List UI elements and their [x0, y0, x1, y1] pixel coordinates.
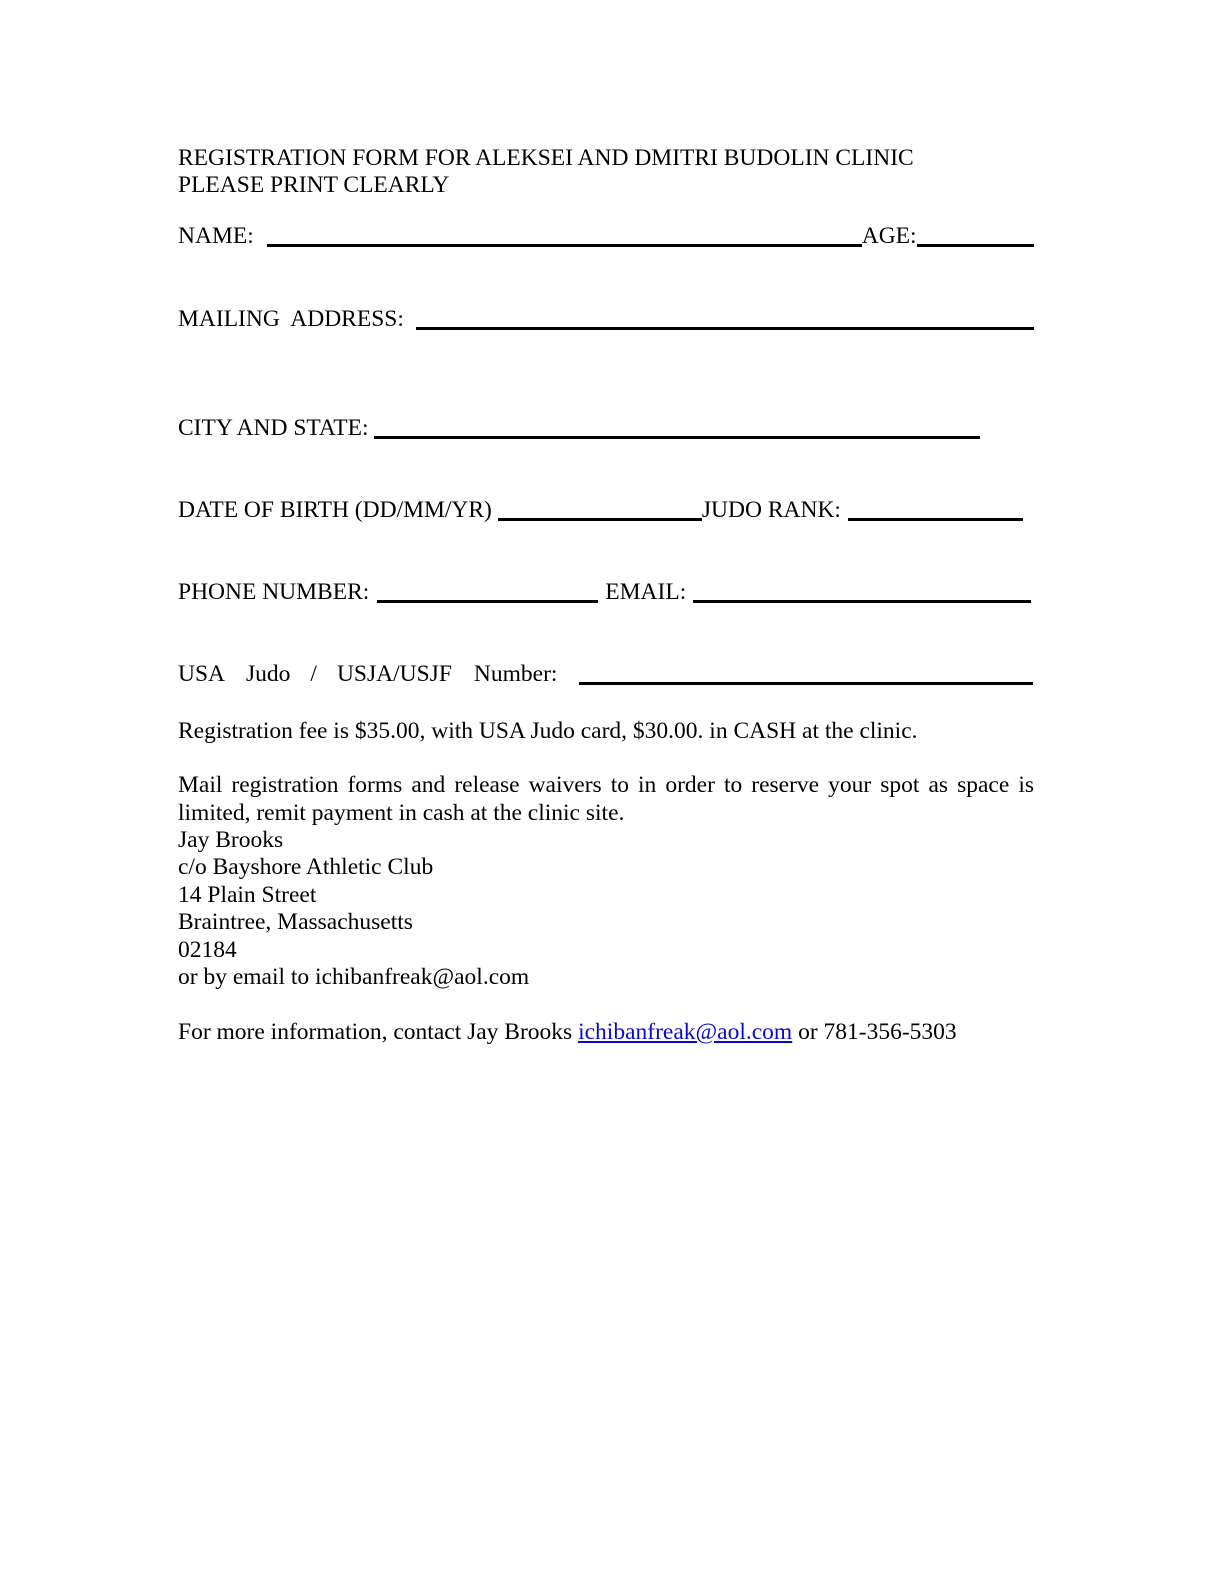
usa-judo-number-field[interactable] [579, 662, 1033, 685]
contact-prefix: For more information, contact Jay Brooks [178, 1019, 573, 1045]
name-age-row [178, 220, 1034, 250]
usa-judo-number-row [178, 658, 1034, 688]
city-state-label: CITY AND STATE: [178, 415, 369, 441]
age-field[interactable] [917, 224, 1034, 247]
usa-judo-word-slash: / [310, 661, 317, 687]
name-field[interactable] [267, 224, 862, 247]
form-subtitle: PLEASE PRINT CLEARLY [178, 172, 450, 198]
judo-rank-label: JUDO RANK: [701, 497, 841, 523]
age-label: AGE: [861, 223, 917, 249]
registration-fee-text: Registration fee is $35.00, with USA Judo card, $30.00. in CASH at the clinic. [178, 718, 918, 744]
contact-email-link[interactable]: ichibanfreak@aol.com [578, 1019, 793, 1045]
judo-rank-field[interactable] [848, 498, 1023, 521]
dob-label: DATE OF BIRTH (DD/MM/YR) [178, 497, 492, 523]
mailing-address-field[interactable] [416, 307, 1034, 330]
usa-judo-word-usja: USJA/USJF [336, 661, 452, 687]
name-label: NAME: [178, 223, 254, 249]
email-field[interactable] [693, 580, 1031, 603]
address-line: 14 Plain Street [178, 881, 317, 908]
address-line: c/o Bayshore Athletic Club [178, 854, 434, 881]
contact-line [178, 1019, 957, 1046]
phone-label: PHONE NUMBER: [178, 579, 370, 605]
email-label: EMAIL: [605, 579, 687, 605]
phone-field[interactable] [377, 580, 598, 603]
mail-instructions-text: Mail registration forms and release waivers to in order to reserve your spot as space is limited, remit payment in cash at the clinic site. [178, 772, 1034, 826]
phone-email-row [178, 576, 1034, 606]
mailing-address-row [178, 303, 1034, 333]
address-line: or by email to ichibanfreak@aol.com [178, 963, 530, 990]
city-state-row [178, 412, 1034, 442]
contact-suffix: or 781-356-5303 [798, 1019, 957, 1045]
mailing-address-label: MAILING ADDRESS: [178, 306, 404, 332]
dob-rank-row [178, 494, 1034, 524]
form-title: REGISTRATION FORM FOR ALEKSEI AND DMITRI BUDOLIN CLINIC [178, 145, 914, 171]
usa-judo-word-usa: USA [178, 661, 226, 687]
dob-field[interactable] [498, 498, 702, 521]
address-line: Jay Brooks [178, 827, 284, 853]
mailing-address-block [178, 827, 529, 991]
address-line: 02184 [178, 936, 237, 963]
usa-judo-word-number: Number: [473, 661, 558, 687]
address-line: Braintree, Massachusetts [178, 909, 413, 936]
city-state-field[interactable] [374, 416, 980, 439]
usa-judo-word-judo: Judo [246, 661, 291, 687]
